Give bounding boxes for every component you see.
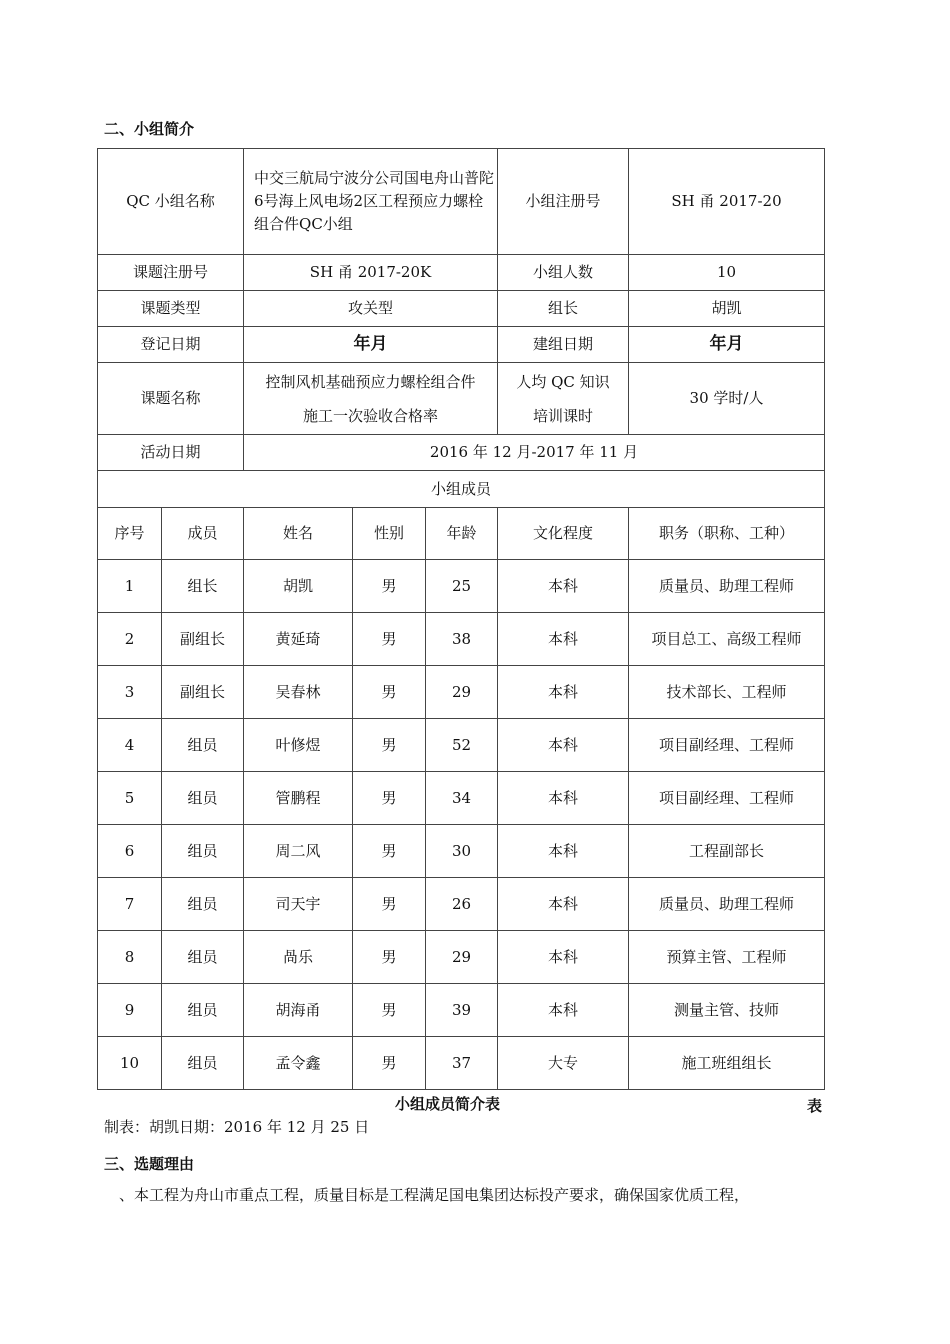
table-cell: 工程副部长 bbox=[629, 825, 825, 878]
info-row-topic-reg bbox=[98, 255, 825, 291]
table-cell: 52 bbox=[426, 719, 498, 772]
table-cell: 1 bbox=[98, 560, 162, 613]
table-cell: 30 bbox=[426, 825, 498, 878]
table-cell: 本科 bbox=[498, 719, 629, 772]
register-date-value: 年月 bbox=[244, 327, 498, 363]
table-cell: 34 bbox=[426, 772, 498, 825]
table-cell: 男 bbox=[353, 931, 426, 984]
table-row bbox=[98, 613, 825, 666]
leader-label: 组长 bbox=[498, 291, 629, 327]
table-cell: 男 bbox=[353, 772, 426, 825]
table-cell: 司天宇 bbox=[244, 878, 353, 931]
table-cell: 10 bbox=[98, 1037, 162, 1090]
table-cell: 38 bbox=[426, 613, 498, 666]
table-cell: 9 bbox=[98, 984, 162, 1037]
table-cell: 4 bbox=[98, 719, 162, 772]
column-header: 姓名 bbox=[244, 508, 353, 560]
table-cell: 项目总工、高级工程师 bbox=[629, 613, 825, 666]
info-row-topic-name bbox=[98, 363, 825, 435]
table-cell: 测量主管、技师 bbox=[629, 984, 825, 1037]
topic-type-label: 课题类型 bbox=[98, 291, 244, 327]
found-date-label: 建组日期 bbox=[498, 327, 629, 363]
info-row-topic-type bbox=[98, 291, 825, 327]
register-date-label: 登记日期 bbox=[98, 327, 244, 363]
table-cell: 组员 bbox=[162, 772, 244, 825]
table-cell: 预算主管、工程师 bbox=[629, 931, 825, 984]
table-cell: 技术部长、工程师 bbox=[629, 666, 825, 719]
topic-name-line1: 控制风机基础预应力螺栓组合件 bbox=[265, 372, 476, 391]
table-cell: 本科 bbox=[498, 560, 629, 613]
table-cell: 男 bbox=[353, 878, 426, 931]
members-header: 小组成员 bbox=[98, 471, 825, 508]
table-cell: 组员 bbox=[162, 1037, 244, 1090]
member-rows bbox=[98, 560, 825, 1090]
table-cell: 25 bbox=[426, 560, 498, 613]
table-cell: 孟令鑫 bbox=[244, 1037, 353, 1090]
members-count-value: 10 bbox=[629, 255, 825, 291]
table-cell: 黄延琦 bbox=[244, 613, 353, 666]
table-row bbox=[98, 772, 825, 825]
table-row bbox=[98, 666, 825, 719]
table-row bbox=[98, 1037, 825, 1090]
topic-name-value bbox=[244, 363, 498, 435]
column-header: 成员 bbox=[162, 508, 244, 560]
table-cell: 本科 bbox=[498, 878, 629, 931]
training-value: 30 学时/人 bbox=[629, 363, 825, 435]
leader-value: 胡凯 bbox=[629, 291, 825, 327]
table-cell: 7 bbox=[98, 878, 162, 931]
table-cell: 29 bbox=[426, 666, 498, 719]
table-cell: 6 bbox=[98, 825, 162, 878]
reg-no-value: SH 甬 2017-20 bbox=[629, 149, 825, 255]
training-label bbox=[498, 363, 629, 435]
topic-type-value: 攻关型 bbox=[244, 291, 498, 327]
paragraph-reason: 、本工程为舟山市重点工程，质量目标是工程满足国电集团达标投产要求，确保国家优质工程， bbox=[119, 1186, 750, 1204]
table-cell: 39 bbox=[426, 984, 498, 1037]
table-cell: 管鹏程 bbox=[244, 772, 353, 825]
member-columns-row bbox=[98, 508, 825, 560]
table-row bbox=[98, 931, 825, 984]
table-cell: 叶修煜 bbox=[244, 719, 353, 772]
column-header: 文化程度 bbox=[498, 508, 629, 560]
topic-name-label: 课题名称 bbox=[98, 363, 244, 435]
made-by-line: 制表：胡凯日期：2016 年 12 月 25 日 bbox=[104, 1118, 370, 1136]
table-cell: 组员 bbox=[162, 931, 244, 984]
table-cell: 组长 bbox=[162, 560, 244, 613]
column-header: 职务（职称、工种） bbox=[629, 508, 825, 560]
table-cell: 组员 bbox=[162, 719, 244, 772]
group-info-table bbox=[97, 148, 825, 1090]
column-header: 年龄 bbox=[426, 508, 498, 560]
members-header-row bbox=[98, 471, 825, 508]
table-cell: 男 bbox=[353, 666, 426, 719]
table-cell: 吴春林 bbox=[244, 666, 353, 719]
table-cell: 本科 bbox=[498, 613, 629, 666]
section-title-topic-reason: 三、选题理由 bbox=[104, 1155, 195, 1173]
table-row bbox=[98, 825, 825, 878]
topic-name-line2: 施工一次验收合格率 bbox=[303, 406, 439, 425]
table-cell: 本科 bbox=[498, 772, 629, 825]
table-cell: 质量员、助理工程师 bbox=[629, 878, 825, 931]
qc-name-label: QC 小组名称 bbox=[98, 149, 244, 255]
table-cell: 项目副经理、工程师 bbox=[629, 719, 825, 772]
found-date-value: 年月 bbox=[629, 327, 825, 363]
table-cell: 男 bbox=[353, 825, 426, 878]
activity-date-value: 2016 年 12 月-2017 年 11 月 bbox=[244, 435, 825, 471]
column-header: 性别 bbox=[353, 508, 426, 560]
info-row-activity-date bbox=[98, 435, 825, 471]
qc-name-value: 中交三航局宁波分公司国电舟山普陀6号海上风电场2区工程预应力螺栓组合件QC小组 bbox=[244, 149, 498, 255]
table-cell: 组员 bbox=[162, 825, 244, 878]
training-label-line2: 培训课时 bbox=[533, 406, 594, 425]
table-cell: 8 bbox=[98, 931, 162, 984]
table-cell: 周二风 bbox=[244, 825, 353, 878]
training-label-line1: 人均 QC 知识 bbox=[516, 372, 610, 391]
reg-no-label: 小组注册号 bbox=[498, 149, 629, 255]
table-cell: 本科 bbox=[498, 984, 629, 1037]
table-cell: 3 bbox=[98, 666, 162, 719]
members-count-label: 小组人数 bbox=[498, 255, 629, 291]
topic-reg-label: 课题注册号 bbox=[98, 255, 244, 291]
table-cell: 男 bbox=[353, 613, 426, 666]
table-cell: 本科 bbox=[498, 666, 629, 719]
table-cell: 咼乐 bbox=[244, 931, 353, 984]
table-cell: 男 bbox=[353, 984, 426, 1037]
table-cell: 5 bbox=[98, 772, 162, 825]
table-cell: 男 bbox=[353, 1037, 426, 1090]
table-row bbox=[98, 878, 825, 931]
activity-date-label: 活动日期 bbox=[98, 435, 244, 471]
table-cell: 胡海甬 bbox=[244, 984, 353, 1037]
info-row-qc-name bbox=[98, 149, 825, 255]
table-row bbox=[98, 984, 825, 1037]
table-cell: 男 bbox=[353, 719, 426, 772]
table-cell: 胡凯 bbox=[244, 560, 353, 613]
info-row-dates bbox=[98, 327, 825, 363]
table-cell: 26 bbox=[426, 878, 498, 931]
table-cell: 质量员、助理工程师 bbox=[629, 560, 825, 613]
column-header: 序号 bbox=[98, 508, 162, 560]
table-cell: 组员 bbox=[162, 878, 244, 931]
table-cell: 副组长 bbox=[162, 666, 244, 719]
table-cell: 29 bbox=[426, 931, 498, 984]
table-cell: 施工班组组长 bbox=[629, 1037, 825, 1090]
table-row bbox=[98, 560, 825, 613]
table-cell: 副组长 bbox=[162, 613, 244, 666]
table-cell: 项目副经理、工程师 bbox=[629, 772, 825, 825]
section-title-group-intro: 二、小组简介 bbox=[104, 120, 195, 138]
table-cell: 组员 bbox=[162, 984, 244, 1037]
table-caption: 小组成员简介表 bbox=[395, 1095, 501, 1113]
table-cell: 本科 bbox=[498, 825, 629, 878]
table-cell: 男 bbox=[353, 560, 426, 613]
table-row bbox=[98, 719, 825, 772]
table-cell: 大专 bbox=[498, 1037, 629, 1090]
table-cell: 2 bbox=[98, 613, 162, 666]
table-cell: 本科 bbox=[498, 931, 629, 984]
topic-reg-value: SH 甬 2017-20K bbox=[244, 255, 498, 291]
table-cell: 37 bbox=[426, 1037, 498, 1090]
table-caption-right: 表 bbox=[807, 1097, 823, 1115]
